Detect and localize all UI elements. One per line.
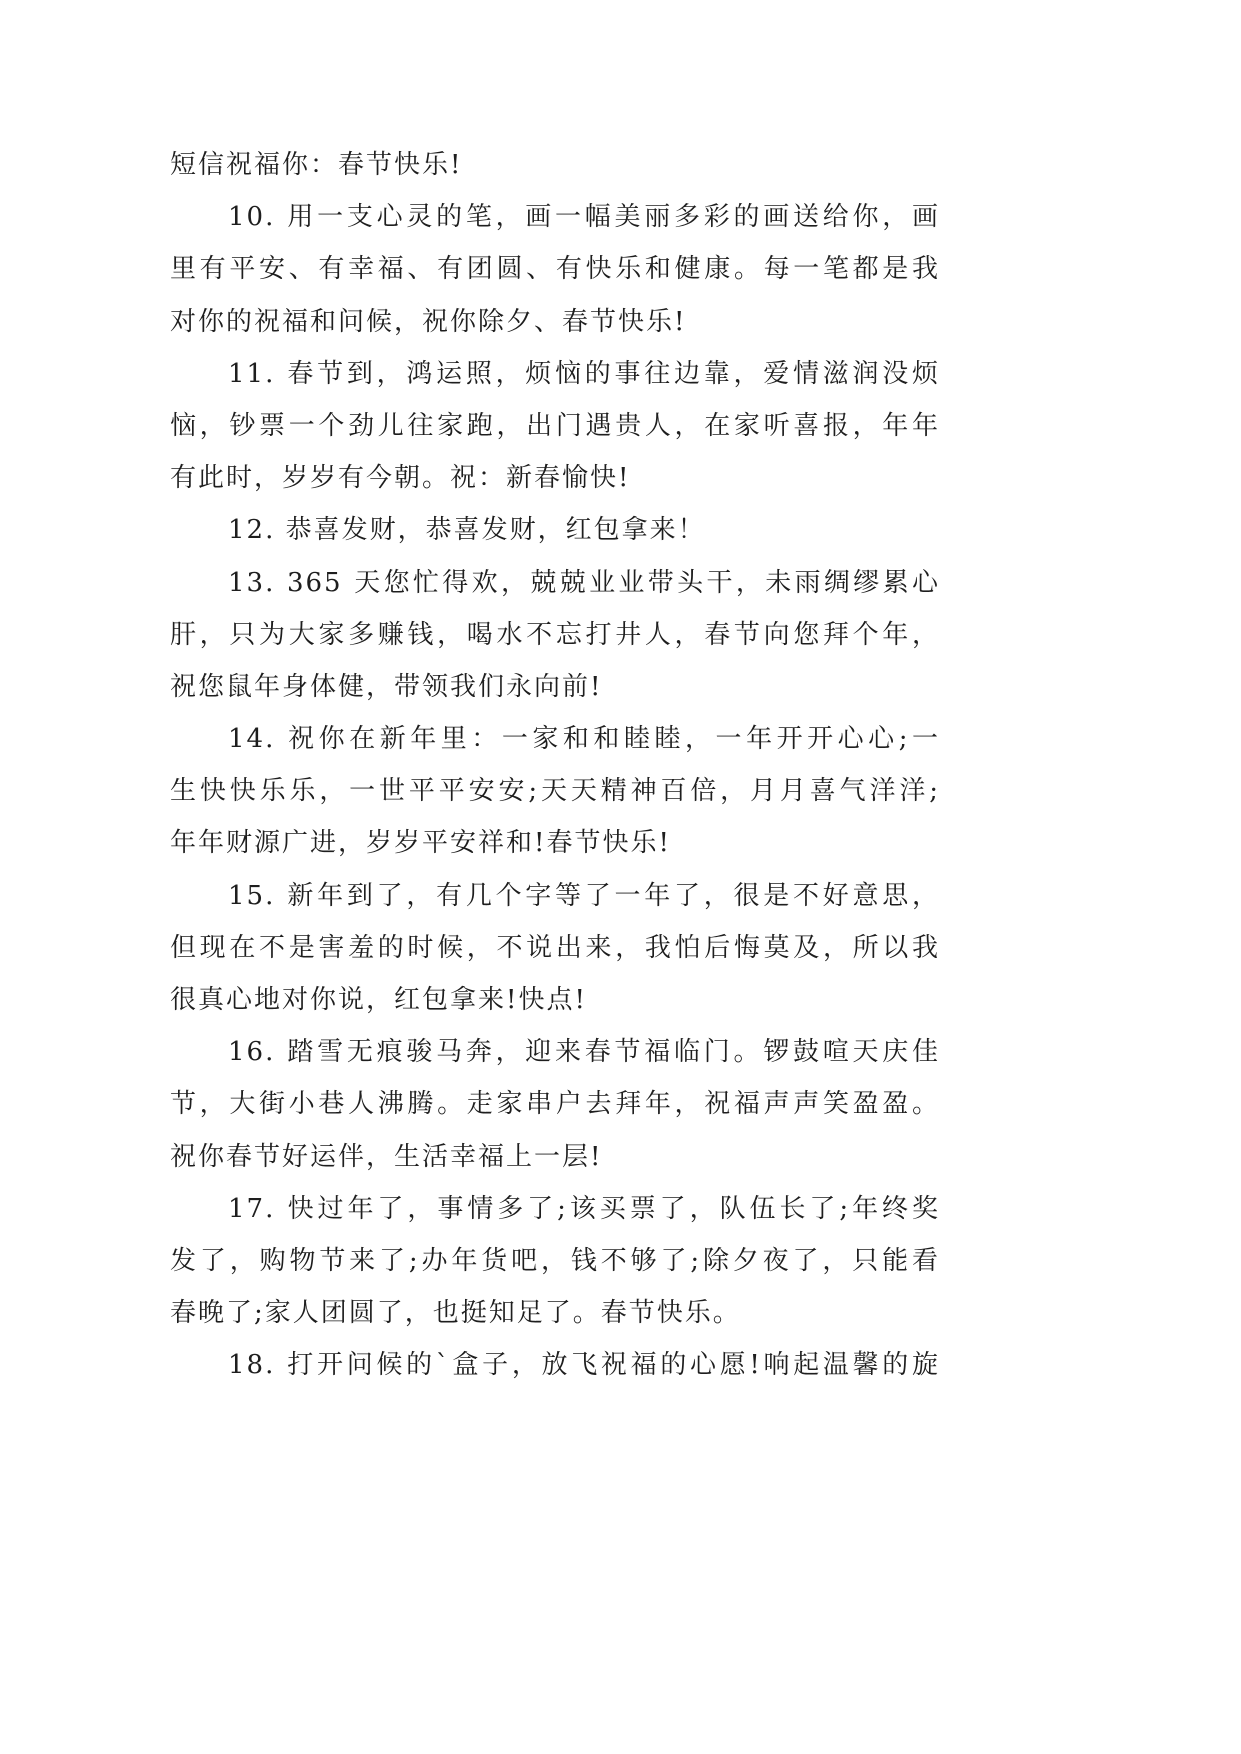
paragraph-10	[170, 191, 940, 348]
paragraph-line: 发了，购物节来了;办年货吧，钱不够了;除夕夜了，只能看	[170, 1245, 940, 1276]
paragraph-15	[170, 870, 940, 1027]
paragraph-14	[170, 713, 940, 870]
paragraph-line: 祝你春节好运伴，生活幸福上一层!	[170, 1141, 603, 1172]
paragraph-line: 16. 踏雪无痕骏马奔，迎来春节福临门。锣鼓喧天庆佳	[228, 1037, 940, 1068]
paragraph-line: 春晚了;家人团圆了，也挺知足了。春节快乐。	[170, 1298, 741, 1329]
paragraph-line: 14. 祝你在新年里：一家和和睦睦，一年开开心心;一	[228, 724, 940, 755]
paragraph-line: 但现在不是害羞的时候，不说出来，我怕后悔莫及，所以我	[170, 932, 940, 963]
paragraph-line: 13. 365 天您忙得欢，兢兢业业带头干，未雨绸缪累心	[228, 567, 940, 598]
paragraph-17	[170, 1183, 940, 1340]
paragraph-line: 里有平安、有幸福、有团圆、有快乐和健康。每一笔都是我	[170, 254, 940, 285]
paragraph-line: 12. 恭喜发财，恭喜发财，红包拿来！	[228, 515, 706, 546]
lead-line: 短信祝福你：春节快乐!	[170, 150, 463, 180]
paragraph-11	[170, 348, 940, 505]
paragraph-line: 18. 打开问候的`盒子，放飞祝福的心愿!响起温馨的旋	[228, 1350, 940, 1381]
paragraph-18	[170, 1339, 940, 1391]
paragraph-line: 对你的祝福和问候，祝你除夕、春节快乐!	[170, 306, 687, 337]
paragraph-line: 节，大街小巷人沸腾。走家串户去拜年，祝福声声笑盈盈。	[170, 1089, 940, 1120]
paragraph-12	[170, 504, 940, 556]
paragraph-line: 祝您鼠年身体健，带领我们永向前!	[170, 671, 603, 702]
paragraph-13	[170, 557, 940, 714]
document-body	[170, 139, 940, 1392]
paragraph-line: 17. 快过年了，事情多了;该买票了，队伍长了;年终奖	[228, 1193, 940, 1224]
paragraph-line: 10. 用一支心灵的笔，画一幅美丽多彩的画送给你，画	[228, 202, 940, 233]
paragraph-line: 15. 新年到了，有几个字等了一年了，很是不好意思，	[228, 880, 940, 911]
paragraph-16	[170, 1026, 940, 1183]
paragraph-line: 很真心地对你说，红包拿来!快点!	[170, 985, 587, 1015]
paragraph-line: 有此时，岁岁有今朝。祝：新春愉快!	[170, 463, 631, 494]
paragraph-line: 肝，只为大家多赚钱，喝水不忘打井人，春节向您拜个年，	[170, 619, 940, 650]
paragraph-line: 11. 春节到，鸿运照，烦恼的事往边靠，爱情滋润没烦	[228, 358, 940, 389]
paragraph-line: 生快快乐乐，一世平平安安;天天精神百倍，月月喜气洋洋;	[170, 776, 940, 807]
paragraph-line: 年年财源广进，岁岁平安祥和!春节快乐!	[170, 828, 671, 859]
paragraph-line: 恼，钞票一个劲儿往家跑，出门遇贵人，在家听喜报，年年	[170, 410, 940, 441]
